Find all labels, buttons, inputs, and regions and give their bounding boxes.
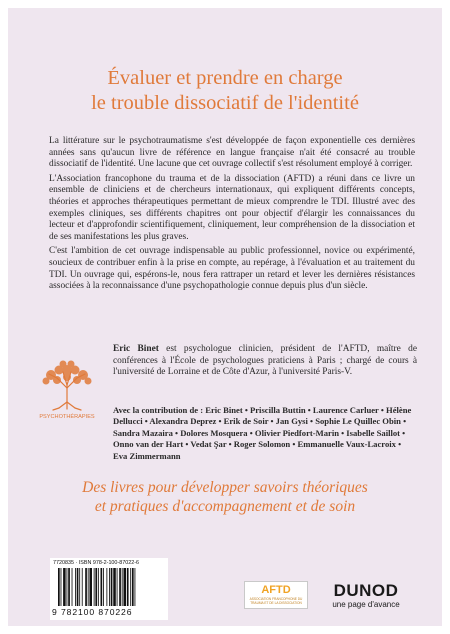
contributors-list: Avec la contribution de : Eric Binet • Priscilla Buttin • Laurence Carluer • Hélène Dellucci • Alexandra Deprez • Erik de Soir • Jan Gysi • Sophie Le Quillec Obin • Sandra Mazaira • Dolores Mosquera • Olivier Piedfort-Marin • Isabelle Saillot • Onno van der Hart • Vedat Şar • Roger Solomon • Emmanuelle Vaux-Lacroix • Eva Zimmermann (113, 405, 412, 461)
barcode-bar (109, 568, 110, 606)
barcode-bar (94, 568, 95, 606)
author-bio (113, 344, 417, 379)
barcode-bar (123, 568, 126, 606)
title-line-1: Évaluer et prendre en charge (107, 67, 343, 89)
barcode-bar (117, 568, 118, 606)
barcode-bar (58, 568, 60, 606)
barcode-bar (88, 568, 89, 606)
title-line-2: le trouble dissociatif de l'identité (91, 92, 359, 114)
barcode-bar (122, 568, 123, 606)
barcode-bar (89, 568, 92, 606)
isbn-barcode (50, 558, 168, 620)
blurb-paragraph-3: C'est l'ambition de cet ouvrage indispensable au public professionnel, novice ou expérimenté, soucieux de contribuer enfin à la prise en compte, au repérage, à l'évaluation et au traitement du TDI. Un ouvrage qui, espérons-le, nous fera rattraper un retard et lever les dernières résistances associées à la reconnaissance d'une psychopathologie connue depuis plus d'un siècle. (49, 246, 415, 292)
author-name: Eric Binet (113, 344, 159, 354)
barcode-bar (85, 568, 87, 606)
aftd-subtitle: ASSOCIATION FRANCOPHONE DU TRAUMA ET DE LA DISSOCIATION (249, 597, 303, 605)
barcode-bar (106, 568, 107, 606)
barcode-bar (130, 568, 131, 606)
blurb-paragraph-2: L'Association francophone du trauma et de la dissociation (AFTD) a réuni dans ce livre un ensemble de cliniciens et de chercheurs internationaux, qui expliquent différents concepts, théories et approches thérapeutiques permettant de mieux comprendre le TDI. Illustré avec des exemples cliniques, ses différents chapitres ont pour objectif d'élargir les connaissances du lecteur et d'approfondir scientifiquement, cliniquement, leur compréhension de la dissociation et de ses manifestations les plus graves. (49, 173, 415, 242)
barcode-bar (103, 568, 104, 606)
aftd-name: AFTD (261, 584, 291, 596)
publisher-logo (326, 582, 406, 610)
barcode-digits: 9 782100 870226 (52, 607, 133, 617)
barcode-bar (61, 568, 62, 606)
publisher-name: DUNOD (333, 581, 399, 600)
publisher-tagline: une page d'avance (332, 600, 400, 609)
blurb (49, 136, 415, 296)
barcode-bar (98, 568, 99, 606)
barcode-bar (72, 568, 73, 606)
barcode-bars (58, 568, 160, 606)
logo-label: PSYCHOTHÉRAPIES (39, 414, 95, 420)
barcode-code-line: 7720835 · ISBN 978-2-100-87022-6 (53, 560, 140, 566)
barcode-bar (95, 568, 97, 606)
barcode-bar (119, 568, 121, 606)
tagline-line-2: et pratiques d'accompagnement et de soin (94, 498, 356, 515)
barcode-bar (82, 568, 83, 606)
barcode-bar (67, 568, 68, 606)
book-title (28, 66, 422, 116)
aftd-logo (244, 581, 308, 609)
barcode-bar (111, 568, 113, 606)
barcode-bar (77, 568, 79, 606)
author-bio-text: est psychologue clinicien, président de l'AFTD, maître de conférences à l'École de psychologues praticiens à Paris ; chargé de cours à l'université de Lorraine et de Côte d'Azur, à l'université Paris-V. (113, 344, 417, 378)
blurb-paragraph-1: La littérature sur le psychotraumatisme s'est développée de façon exponentielle ces dernières années sans qu'aucun livre de référence en langue française n'ait été consacré au trouble dissociatif de l'identité. Une lacune que cet ouvrage collectif s'est résolument employé à corriger. (49, 136, 415, 170)
barcode-bar (135, 568, 136, 606)
psychotherapies-logo (37, 358, 97, 420)
tree-icon (37, 358, 97, 420)
barcode-bar (132, 568, 134, 606)
tagline-line-1: Des livres pour développer savoirs théoriques (82, 479, 368, 496)
barcode-bar (68, 568, 70, 606)
barcode-bar (75, 568, 76, 606)
barcode-bar (127, 568, 129, 606)
series-tagline (28, 478, 422, 516)
barcode-bar (63, 568, 66, 606)
barcode-bar (113, 568, 116, 606)
barcode-bar (79, 568, 80, 606)
barcode-bar (101, 568, 103, 606)
back-cover (8, 8, 442, 626)
